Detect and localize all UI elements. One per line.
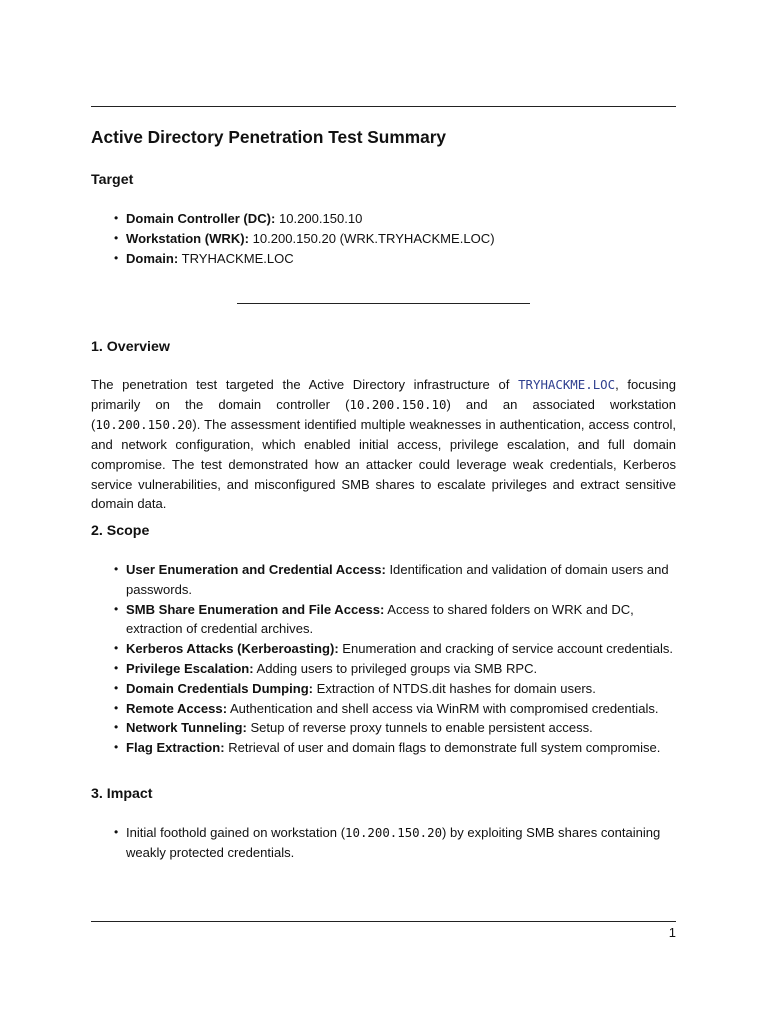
overview-text: ). The assessment identified multiple weaknesses in authentication, access control, and network configuration, which enabled initial access, privilege escalation, and full domain compromise. The test demonstrated how an attacker could leverage weak credentials, Kerberos service vulnerabilities, and misconfigured SMB shares to escalate privileges and extract sensitive domain data. — [91, 416, 676, 512]
page-title: Active Directory Penetration Test Summary — [91, 127, 447, 147]
target-list — [91, 209, 676, 268]
list-item — [91, 659, 676, 679]
item-value: 10.200.150.10 — [278, 211, 363, 226]
item-label: Network Tunneling: — [126, 720, 247, 736]
item-label: Flag Extraction: — [126, 740, 225, 756]
scope-heading: 2. Scope — [91, 523, 150, 539]
list-item — [91, 699, 676, 719]
page-number: 1 — [668, 925, 676, 940]
item-label: SMB Share Enumeration and File Access: — [126, 601, 385, 617]
item-label: Domain Credentials Dumping: — [126, 680, 314, 696]
item-label: User Enumeration and Credential Access: — [126, 562, 386, 577]
overview-heading: 1. Overview — [91, 339, 170, 355]
item-label: Kerberos Attacks (Kerberoasting): — [126, 641, 339, 657]
item-value: 10.200.150.20 (WRK.TRYHACKME.LOC) — [252, 230, 495, 246]
list-item — [91, 600, 676, 640]
item-label: Domain Controller (DC): — [126, 211, 276, 226]
domain-code[interactable]: TRYHACKME.LOC — [518, 377, 616, 392]
overview-text: The penetration test targeted the Active Directory infrastructure of — [91, 377, 519, 392]
item-value: Access to shared folders on WRK and DC, extraction of credential archives. — [126, 601, 634, 637]
impact-text: Initial foothold gained on workstation ( — [126, 825, 346, 840]
wrk-ip-code: 10.200.150.20 — [95, 416, 193, 432]
item-value: TRYHACKME.LOC — [181, 250, 294, 266]
item-label: Privilege Escalation: — [126, 660, 254, 676]
item-label: Remote Access: — [126, 700, 228, 716]
item-value: Adding users to privileged groups via SMB RPC. — [256, 660, 538, 676]
list-item — [91, 639, 676, 659]
list-item — [91, 560, 676, 600]
list-item — [91, 679, 676, 699]
list-item — [91, 738, 676, 758]
overview-text: ) and an associated workstation ( — [91, 396, 676, 432]
overview-paragraph — [91, 375, 676, 514]
item-value: Setup of reverse proxy tunnels to enable persistent access. — [250, 720, 593, 736]
item-value: Extraction of NTDS.dit hashes for domain users. — [316, 680, 596, 696]
top-rule — [91, 106, 676, 107]
scope-list — [91, 560, 676, 758]
list-item — [91, 823, 676, 863]
impact-list — [91, 823, 676, 863]
list-item — [91, 249, 676, 269]
impact-ip-code: 10.200.150.20 — [345, 825, 443, 840]
list-item — [91, 229, 676, 249]
item-value: Identification and validation of domain users and passwords. — [126, 562, 669, 597]
dc-ip-code: 10.200.150.10 — [349, 396, 447, 412]
target-heading: Target — [91, 172, 134, 188]
item-value: Retrieval of user and domain flags to demonstrate full system compromise. — [228, 740, 661, 756]
overview-text: , focusing primarily on the domain controller ( — [91, 377, 676, 412]
item-value: Enumeration and cracking of service account credentials. — [342, 641, 673, 657]
item-label: Domain: — [126, 250, 179, 266]
item-label: Workstation (WRK): — [126, 230, 249, 246]
list-item — [91, 718, 676, 738]
list-item — [91, 209, 676, 229]
impact-heading: 3. Impact — [91, 786, 153, 802]
item-value: Authentication and shell access via WinRM with compromised credentials. — [229, 700, 659, 716]
impact-text: ) by exploiting SMB shares containing weakly protected credentials. — [126, 825, 661, 860]
footer-rule — [91, 921, 676, 922]
section-divider — [237, 303, 530, 304]
